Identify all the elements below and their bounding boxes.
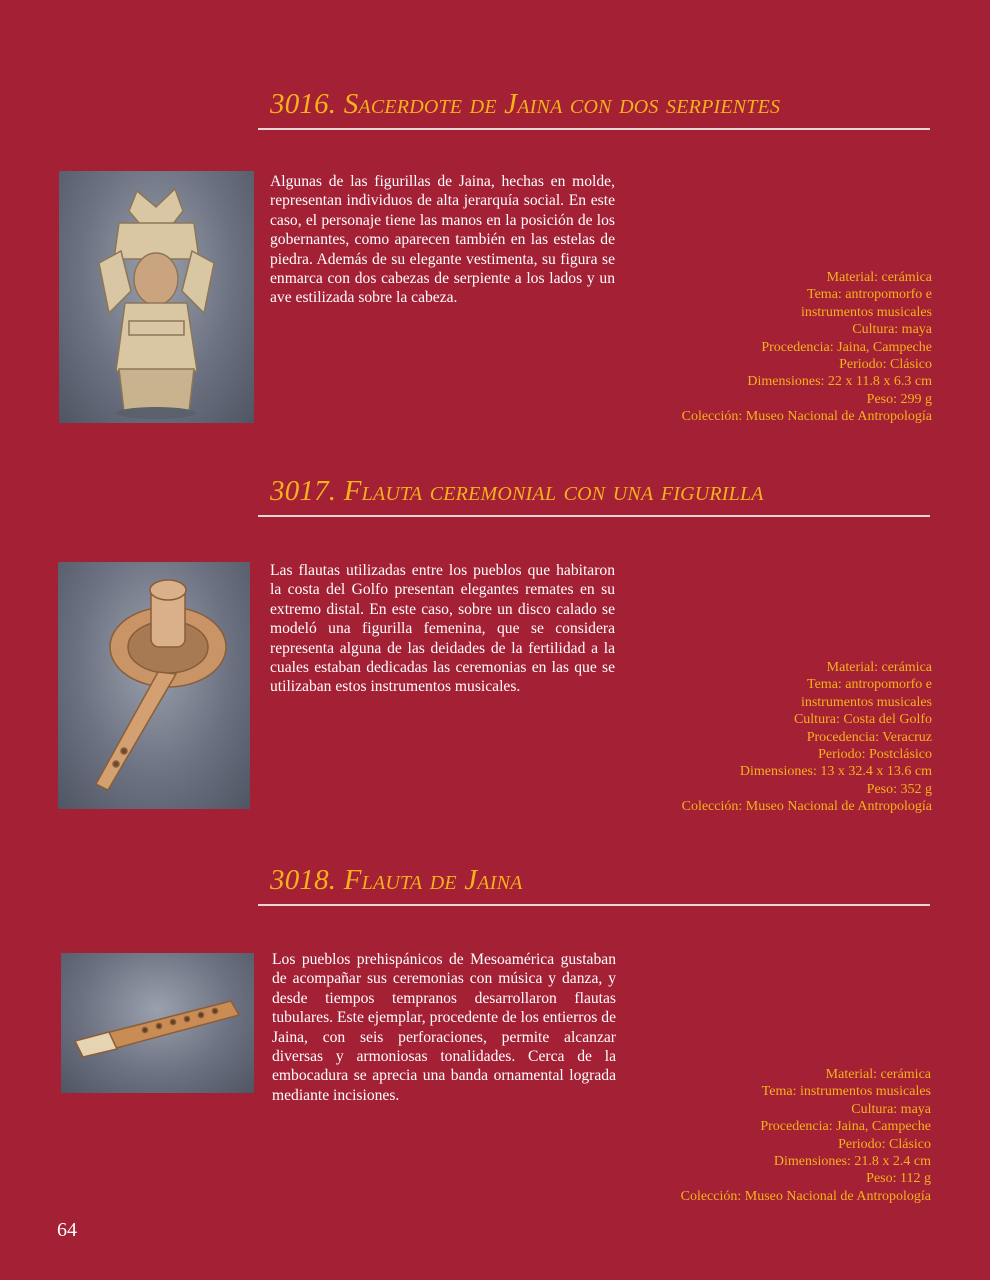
tubular-flute-icon	[61, 953, 254, 1093]
entry-metadata	[681, 1066, 931, 1205]
meta-dimensions: Dimensiones: 22 x 11.8 x 6.3 cm	[747, 374, 932, 390]
meta-theme: Tema: antropomorfo e	[807, 677, 932, 693]
meta-culture: Cultura: Costa del Golfo	[793, 712, 932, 728]
entry-description: Las flautas utilizadas entre los pueblos que habitaron la costa del Golfo presentan elegantes remates en su extremo distal. En este caso, sobre un disco calado se modeló una figurilla femenina, que se considera representa alguna de las deidades de la fertilidad a la cuales estaban dedicadas las ceremonias en las que se utilizaban estos instrumentos musicales.	[270, 562, 615, 696]
entry-number: 3017.	[270, 475, 337, 507]
entry-title-text: Flauta ceremonial con una figurilla	[343, 475, 764, 507]
tubular-flute-image	[61, 953, 254, 1093]
title-divider	[258, 904, 930, 906]
entry-title	[270, 475, 764, 508]
meta-theme-cont: instrumentos musicales	[800, 304, 932, 320]
meta-collection: Colección: Museo Nacional de Antropología	[680, 1188, 931, 1204]
meta-dimensions: Dimensiones: 21.8 x 2.4 cm	[773, 1154, 931, 1170]
meta-period: Periodo: Clásico	[839, 357, 932, 373]
entry-metadata	[682, 659, 932, 816]
entry-number: 3018.	[270, 864, 337, 896]
meta-culture: Cultura: maya	[851, 1101, 931, 1117]
meta-theme: Tema: antropomorfo e	[807, 287, 932, 303]
entry-number: 3016.	[270, 88, 337, 120]
meta-period: Periodo: Postclásico	[818, 747, 932, 763]
entry-title-text: Sacerdote de Jaina con dos serpientes	[343, 88, 781, 120]
meta-dimensions: Dimensiones: 13 x 32.4 x 13.6 cm	[739, 764, 932, 780]
meta-material: Material: cerámica	[826, 660, 932, 675]
entry-title	[270, 88, 780, 121]
meta-material: Material: cerámica	[825, 1067, 931, 1082]
ceremonial-flute-icon	[58, 562, 250, 809]
clay-figurine-image	[59, 171, 254, 423]
entry-description: Los pueblos prehispánicos de Mesoamérica gustaban de acompañar sus ceremonias con música y danza, y desde tiempos tempranos desarrollaron flautas tubulares. Este ejemplar, procedente de los entierros de Jaina, con seis perforaciones, permite alcanzar diversas y armoniosas tonalidades. Cerca de la embocadura se aprecia una banda ornamental lograda mediante incisiones.	[272, 951, 616, 1104]
meta-material: Material: cerámica	[826, 270, 932, 285]
ceremonial-flute-image	[58, 562, 250, 809]
title-divider	[258, 128, 930, 130]
meta-collection: Colección: Museo Nacional de Antropología	[681, 799, 932, 815]
entry-title	[270, 864, 523, 897]
meta-provenance: Procedencia: Veracruz	[806, 729, 932, 745]
entry-description: Algunas de las figurillas de Jaina, hechas en molde, representan individuos de alta jerarquía social. En este caso, el personaje tiene las manos en la posición de los gobernantes, como aparecen también en las estelas de piedra. Además de su elegante vestimenta, su figura se enmarca con dos cabezas de serpiente a los lados y un ave estilizada sobre la cabeza.	[270, 173, 615, 307]
meta-theme-cont: instrumentos musicales	[800, 694, 932, 710]
meta-weight: Peso: 352 g	[866, 781, 932, 797]
clay-figurine-icon	[59, 171, 254, 423]
meta-collection: Colección: Museo Nacional de Antropología	[681, 409, 932, 425]
meta-weight: Peso: 112 g	[866, 1171, 931, 1187]
title-divider	[258, 515, 930, 517]
meta-culture: Cultura: maya	[852, 322, 932, 338]
entry-title-text: Flauta de Jaina	[343, 864, 523, 896]
meta-provenance: Procedencia: Jaina, Campeche	[760, 1119, 931, 1135]
page-number: 64	[57, 1219, 77, 1241]
meta-theme: Tema: instrumentos musicales	[761, 1084, 931, 1100]
meta-provenance: Procedencia: Jaina, Campeche	[761, 339, 932, 355]
meta-weight: Peso: 299 g	[866, 391, 932, 407]
meta-period: Periodo: Clásico	[838, 1136, 931, 1152]
entry-metadata	[682, 269, 932, 426]
